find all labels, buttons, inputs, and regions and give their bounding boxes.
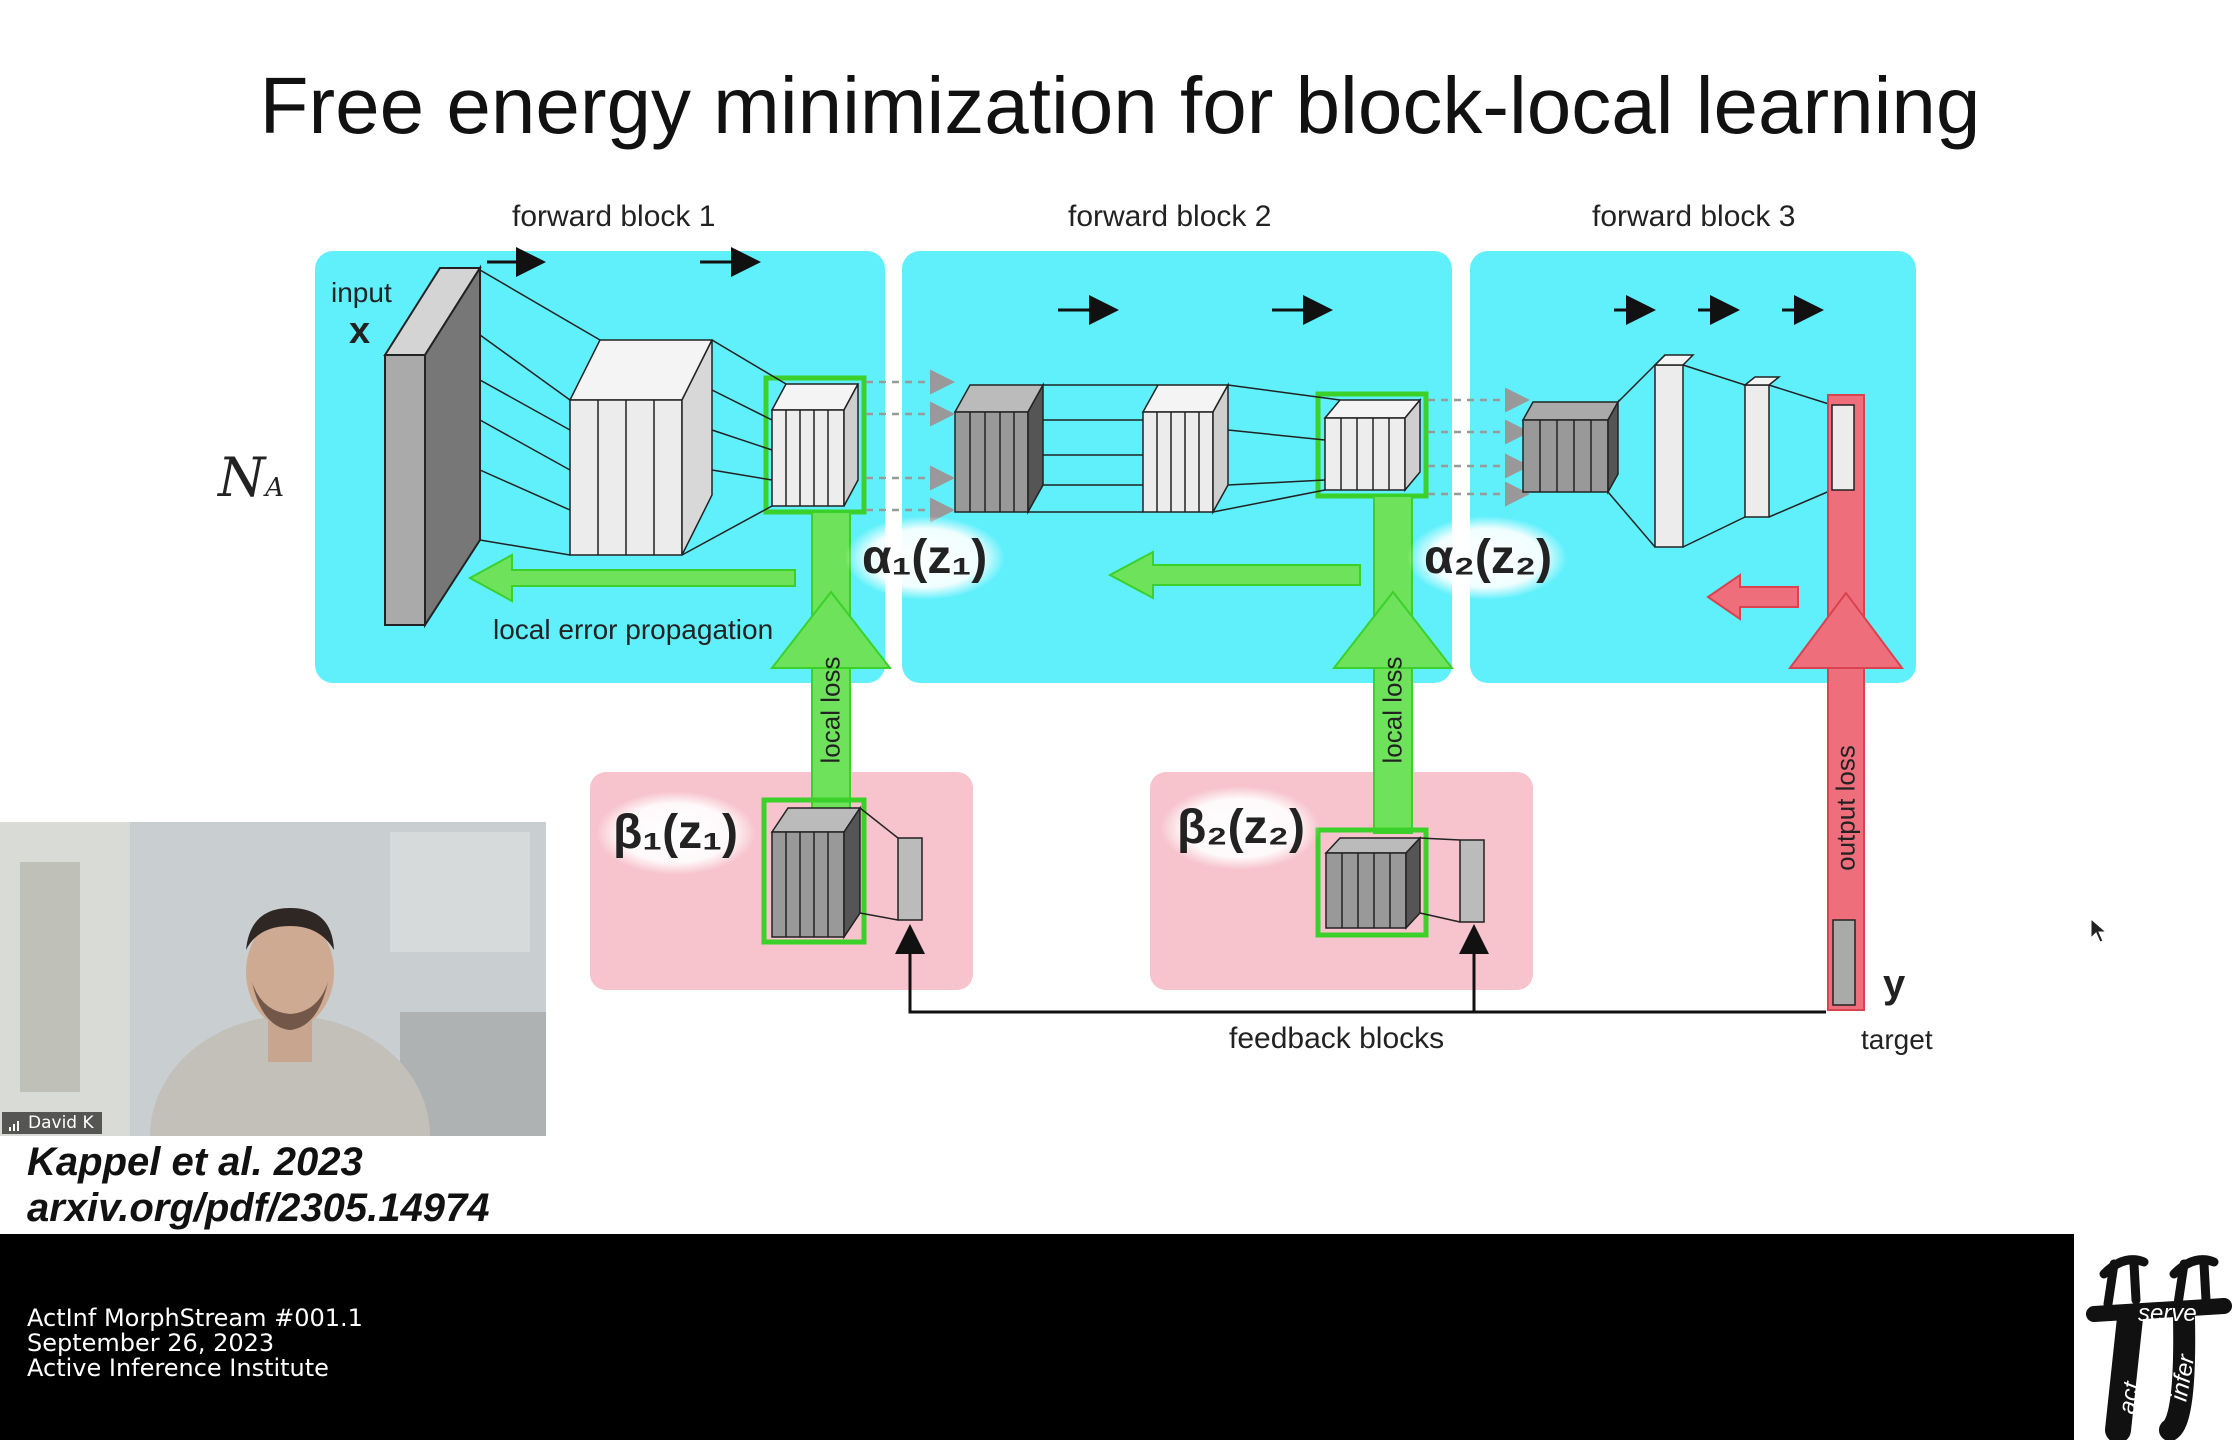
alpha1-label: α₁(z₁)	[862, 531, 988, 584]
forward-block-3-label: forward block 3	[1592, 200, 1796, 233]
logo-graphic	[2074, 1234, 2240, 1440]
beta1-label: β₁(z₁)	[613, 806, 738, 859]
block2-tensor-b	[1143, 385, 1228, 512]
beta2-label: β₂(z₂)	[1177, 801, 1305, 854]
block2-tensor-a	[955, 385, 1043, 512]
feedback-blocks-label: feedback blocks	[1229, 1022, 1445, 1055]
signal-icon	[8, 1116, 22, 1130]
stream-organization: Active Inference Institute	[27, 1354, 329, 1382]
mouse-cursor-icon	[2090, 918, 2108, 944]
alpha2-label: α₂(z₂)	[1424, 531, 1553, 584]
z1-tensor	[766, 378, 864, 512]
forward-block-1-label: forward block 1	[512, 200, 716, 233]
webcam-image	[0, 822, 546, 1136]
local-error-label: local error propagation	[493, 614, 774, 645]
output-loss-label: output loss	[1830, 745, 1861, 871]
stream-date: September 26, 2023	[27, 1329, 275, 1357]
webcam-video[interactable]	[0, 822, 546, 1136]
slide-title: Free energy minimization for block-local learning	[259, 61, 1981, 150]
network-symbol	[218, 446, 284, 509]
target-variable: y	[1883, 962, 1906, 1006]
local-loss-label-2: local loss	[1377, 656, 1408, 764]
forward-block-2-label: forward block 2	[1068, 200, 1272, 233]
block3-tensor-a	[1523, 402, 1618, 492]
hidden-tensor-1	[570, 340, 712, 555]
z2-tensor	[1318, 394, 1426, 496]
logo-word-serve: serve	[2138, 1300, 2197, 1327]
local-loss-label-1: local loss	[815, 656, 846, 764]
citation-authors: Kappel et al. 2023	[27, 1140, 363, 1184]
participant-name-chip	[2, 1112, 102, 1134]
network-symbol-subscript: A	[265, 473, 285, 503]
citation-link[interactable]: arxiv.org/pdf/2305.14974	[27, 1186, 490, 1230]
participant-name: David K	[28, 1113, 94, 1133]
logo-word-act: act	[2113, 1379, 2146, 1417]
logo-word-infer: infer	[2165, 1352, 2201, 1404]
input-variable: x	[349, 310, 371, 352]
network-symbol-letter: N	[218, 446, 266, 509]
stream-info-bar	[0, 1234, 2074, 1440]
stream-title: ActInf MorphStream #001.1	[27, 1304, 363, 1332]
input-label: input	[331, 277, 392, 308]
target-label: target	[1861, 1024, 1933, 1055]
active-inference-logo	[2074, 1234, 2240, 1440]
